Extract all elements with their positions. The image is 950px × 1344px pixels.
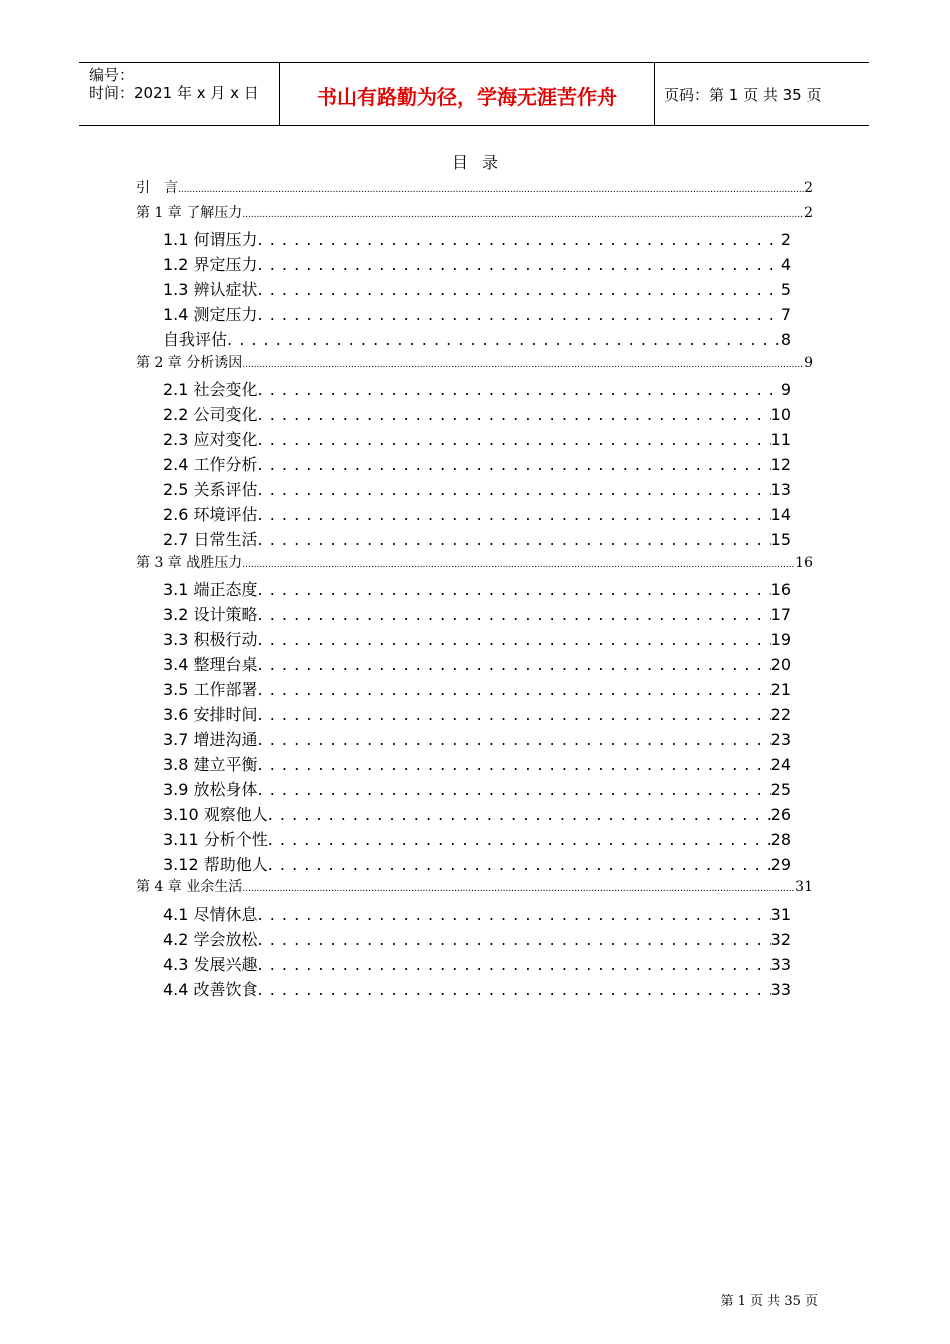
- toc-section-entry[interactable]: [163, 252, 791, 275]
- toc-entry-label: 2.1 社会变化: [163, 380, 258, 399]
- toc-entry-page: 31: [795, 879, 813, 895]
- toc-section-entry[interactable]: [163, 502, 791, 525]
- toc-entry-label: 3.12 帮助他人: [163, 855, 268, 874]
- toc-dot-leader: [258, 430, 771, 449]
- toc-entry-label: 2.7 日常生活: [163, 530, 258, 549]
- toc-entry-page: 33: [770, 980, 791, 999]
- toc-entry-label: 2.5 关系评估: [163, 480, 258, 499]
- header-page-info: 页码：第 1 页 共 35 页: [664, 86, 822, 104]
- toc-chapter-entry[interactable]: [136, 552, 813, 572]
- toc-dot-leader: [258, 305, 781, 324]
- toc-dot-leader: [268, 855, 771, 874]
- toc-entry-label: 第 3 章 战胜压力: [136, 555, 243, 571]
- header-motto: 书山有路勤为径，学海无涯苦作舟: [317, 85, 617, 109]
- toc-entry-page: 2: [780, 230, 791, 249]
- toc-dot-leader: [258, 605, 771, 624]
- toc-entry-label: 3.9 放松身体: [163, 780, 258, 799]
- toc-entry-page: 15: [770, 530, 791, 549]
- toc-entry-label: 3.3 积极行动: [163, 630, 258, 649]
- toc-entry-label: 3.4 整理台桌: [163, 655, 258, 674]
- toc-entry-page: 28: [770, 830, 791, 849]
- toc-entry-page: 16: [770, 580, 791, 599]
- toc-dot-leader: [258, 505, 771, 524]
- toc-entry-label: 1.1 何谓压力: [163, 230, 258, 249]
- toc-entry-page: 9: [780, 380, 791, 399]
- toc-entry-label: 第 2 章 分析诱因: [136, 355, 243, 371]
- toc-dot-leader: [258, 630, 771, 649]
- toc-section-entry[interactable]: [163, 477, 791, 500]
- toc-chapter-entry[interactable]: [136, 876, 813, 896]
- toc-dot-leader: [258, 480, 771, 499]
- toc-section-entry[interactable]: [163, 427, 791, 450]
- header-motto-cell: [279, 63, 655, 125]
- toc-dot-leader: [242, 355, 804, 371]
- toc-dot-leader: [258, 980, 771, 999]
- toc-entry-label: 3.8 建立平衡: [163, 755, 258, 774]
- toc-section-entry[interactable]: [163, 377, 791, 400]
- toc-section-entry[interactable]: [163, 827, 791, 850]
- toc-section-entry[interactable]: [163, 652, 791, 675]
- toc-dot-leader: [268, 830, 771, 849]
- toc-section-entry[interactable]: [163, 727, 791, 750]
- toc-entry-page: 12: [770, 455, 791, 474]
- toc-entry-page: 4: [780, 255, 791, 274]
- toc-entry-page: 14: [770, 505, 791, 524]
- toc-entry-label: 4.2 学会放松: [163, 930, 258, 949]
- toc-dot-leader: [268, 805, 771, 824]
- toc-dot-leader: [258, 255, 781, 274]
- toc-entry-label: 引 言: [136, 180, 178, 196]
- toc-dot-leader: [258, 655, 771, 674]
- toc-entry-label: 1.2 界定压力: [163, 255, 258, 274]
- toc-entry-page: 25: [770, 780, 791, 799]
- toc-entry-page: 22: [770, 705, 791, 724]
- toc-section-entry[interactable]: [163, 752, 791, 775]
- toc-section-entry[interactable]: [163, 577, 791, 600]
- toc-entry-page: 23: [770, 730, 791, 749]
- toc-entry-page: 21: [770, 680, 791, 699]
- toc-entry-label: 3.1 端正态度: [163, 580, 258, 599]
- toc-entry-label: 1.4 测定压力: [163, 305, 258, 324]
- toc-section-entry[interactable]: [163, 227, 791, 250]
- toc-entry-page: 26: [770, 805, 791, 824]
- toc-section-entry[interactable]: [163, 902, 791, 925]
- toc-entry-page: 19: [770, 630, 791, 649]
- toc-entry-label: 4.1 尽情休息: [163, 905, 258, 924]
- toc-entry-label: 3.5 工作部署: [163, 680, 258, 699]
- toc-entry-page: 16: [795, 555, 813, 571]
- toc-dot-leader: [258, 280, 781, 299]
- document-time-label: 时间：2021 年 x 月 x 日: [89, 84, 259, 102]
- toc-entry-page: 5: [780, 280, 791, 299]
- toc-entry-label: 4.4 改善饮食: [163, 980, 258, 999]
- toc-section-entry[interactable]: [163, 627, 791, 650]
- toc-dot-leader: [258, 905, 771, 924]
- toc-entry-label: 3.6 安排时间: [163, 705, 258, 724]
- toc-dot-leader: [242, 205, 804, 221]
- toc-entry-page: 10: [770, 405, 791, 424]
- toc-section-entry[interactable]: [163, 302, 791, 325]
- toc-entry-page: 2: [804, 205, 813, 221]
- toc-entry-page: 2: [804, 180, 813, 196]
- toc-title: 目录: [451, 153, 512, 172]
- toc-dot-leader: [258, 230, 781, 249]
- toc-section-entry[interactable]: [163, 702, 791, 725]
- toc-section-entry[interactable]: [163, 402, 791, 425]
- toc-dot-leader: [258, 455, 771, 474]
- toc-dot-leader: [258, 380, 781, 399]
- toc-chapter-entry[interactable]: [136, 352, 813, 372]
- toc-dot-leader: [258, 405, 771, 424]
- toc-entry-label: 1.3 辨认症状: [163, 280, 258, 299]
- toc-section-entry[interactable]: [163, 327, 791, 350]
- toc-section-entry[interactable]: [163, 777, 791, 800]
- page-footer: 第 1 页 共 35 页: [720, 1294, 818, 1309]
- toc-entry-page: 7: [780, 305, 791, 324]
- toc-entry-label: 3.10 观察他人: [163, 805, 268, 824]
- toc-entry-label: 第 1 章 了解压力: [136, 205, 243, 221]
- page-header: [79, 62, 869, 126]
- toc-section-entry[interactable]: [163, 952, 791, 975]
- document-number-label: 编号：: [89, 66, 135, 84]
- toc-entry-label: 4.3 发展兴趣: [163, 955, 258, 974]
- toc-entry-label: 3.11 分析个性: [163, 830, 268, 849]
- toc-entry-label: 2.6 环境评估: [163, 505, 258, 524]
- header-meta-cell: [79, 63, 279, 125]
- toc-entry-page: 9: [804, 355, 813, 371]
- toc-entry-label: 2.4 工作分析: [163, 455, 258, 474]
- toc-dot-leader: [258, 580, 771, 599]
- toc-dot-leader: [242, 555, 795, 571]
- toc-dot-leader: [258, 955, 771, 974]
- toc-entry-page: 13: [770, 480, 791, 499]
- toc-dot-leader: [227, 330, 781, 349]
- toc-dot-leader: [258, 780, 771, 799]
- toc-dot-leader: [258, 730, 771, 749]
- toc-entry-page: 24: [770, 755, 791, 774]
- toc-entry-label: 3.2 设计策略: [163, 605, 258, 624]
- toc-section-entry[interactable]: [163, 977, 791, 1000]
- toc-section-entry[interactable]: [163, 277, 791, 300]
- toc-entry-page: 32: [770, 930, 791, 949]
- toc-entry-label: 2.2 公司变化: [163, 405, 258, 424]
- header-page-cell: [654, 63, 869, 125]
- toc-entry-label: 3.7 增进沟通: [163, 730, 258, 749]
- toc-dot-leader: [258, 680, 771, 699]
- toc-entry-page: 8: [780, 330, 791, 349]
- toc-section-entry[interactable]: [163, 852, 791, 875]
- toc-dot-leader: [258, 705, 771, 724]
- toc-section-entry[interactable]: [163, 677, 791, 700]
- toc-section-entry[interactable]: [163, 927, 791, 950]
- toc-entry-page: 20: [770, 655, 791, 674]
- toc-section-entry[interactable]: [163, 527, 791, 550]
- toc-chapter-entry[interactable]: [136, 202, 813, 222]
- toc-entry-page: 33: [770, 955, 791, 974]
- toc-entry-page: 31: [770, 905, 791, 924]
- toc-dot-leader: [242, 879, 795, 895]
- toc-entry-page: 29: [770, 855, 791, 874]
- toc-chapter-entry[interactable]: [136, 177, 813, 197]
- toc-section-entry[interactable]: [163, 802, 791, 825]
- toc-entry-label: 自我评估: [163, 330, 228, 349]
- toc-entry-page: 17: [770, 605, 791, 624]
- toc-section-entry[interactable]: [163, 602, 791, 625]
- toc-entry-page: 11: [770, 430, 791, 449]
- toc-dot-leader: [258, 530, 771, 549]
- toc-section-entry[interactable]: [163, 452, 791, 475]
- toc-entry-label: 2.3 应对变化: [163, 430, 258, 449]
- toc-dot-leader: [258, 930, 771, 949]
- toc-dot-leader: [258, 755, 771, 774]
- toc-dot-leader: [178, 180, 804, 196]
- toc-entry-label: 第 4 章 业余生活: [136, 879, 243, 895]
